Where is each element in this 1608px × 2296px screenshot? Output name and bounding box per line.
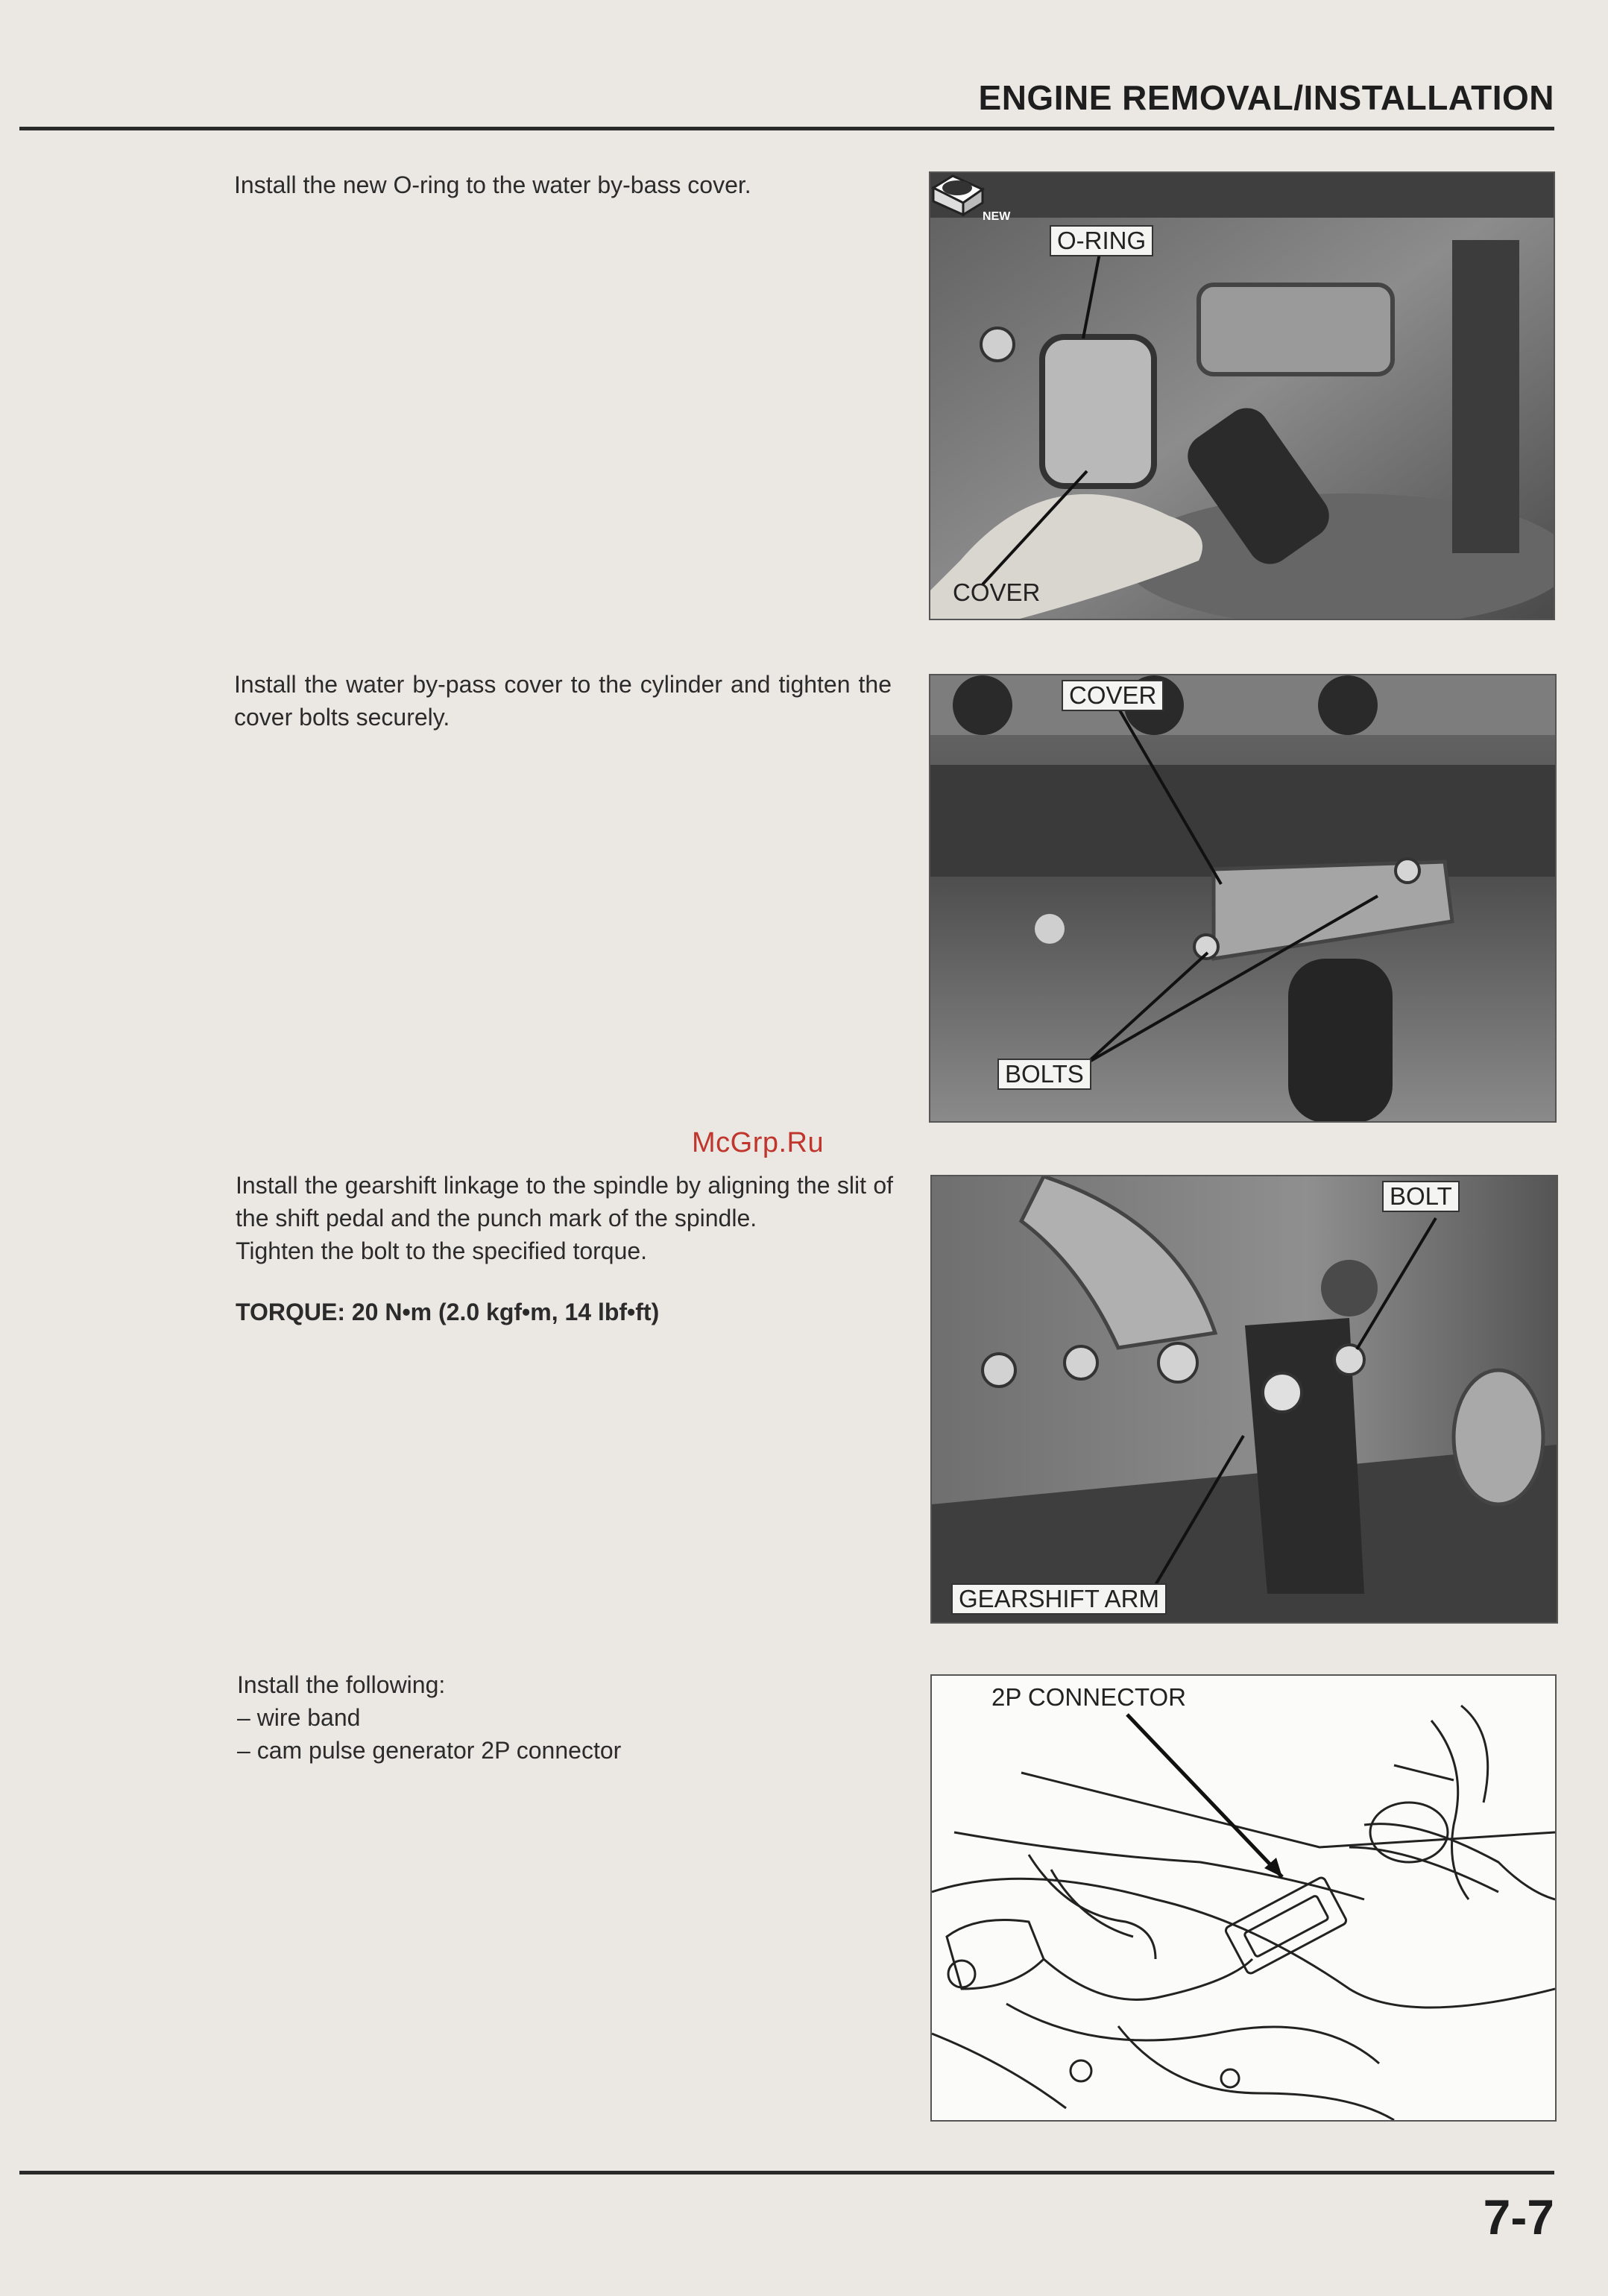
figure-gearshift-photo [930, 1175, 1558, 1624]
callout-cover: COVER [953, 578, 1041, 606]
callout-cover: COVER [1062, 680, 1164, 711]
step-text-4 [237, 1668, 893, 1767]
step-4-item-wire-band: – wire band [237, 1704, 361, 1731]
watermark: McGrp.Ru [692, 1127, 825, 1158]
step-text-1 [234, 168, 890, 201]
torque-spec: TORQUE: 20 N•m (2.0 kgf•m, 14 lbf•ft) [236, 1299, 660, 1325]
footer-rule [19, 2171, 1554, 2174]
new-part-icon [930, 173, 986, 216]
figure-cover-bolts-photo [929, 674, 1557, 1123]
callout-2p-connector: 2P CONNECTOR [991, 1683, 1187, 1711]
gearshift-photo-art [932, 1176, 1557, 1622]
step-3-paragraph: Install the gearshift linkage to the spindle by aligning the slit of the shift pedal and the punch mark of the spindle. [236, 1172, 893, 1231]
step-1-paragraph: Install the new O-ring to the water by-bass cover. [234, 171, 751, 198]
callout-bolts: BOLTS [997, 1059, 1091, 1090]
o-ring-photo-art [930, 173, 1554, 619]
callout-gearshift-arm: GEARSHIFT ARM [951, 1583, 1167, 1615]
cover-bolts-photo-art [930, 675, 1555, 1121]
step-text-3 [236, 1169, 893, 1328]
step-text-2 [234, 668, 892, 734]
step-4-intro: Install the following: [237, 1671, 446, 1698]
new-badge-label: NEW [983, 210, 1011, 223]
figure-o-ring-photo [929, 171, 1555, 620]
callout-bolt: BOLT [1382, 1181, 1460, 1212]
step-2-paragraph: Install the water by-pass cover to the cylinder and tighten the cover bolts securely. [234, 671, 892, 731]
header-rule [19, 127, 1554, 130]
page-number: 7-7 [1483, 2189, 1554, 2245]
step-4-item-2p-connector: – cam pulse generator 2P connector [237, 1737, 622, 1764]
page-header-title: ENGINE REMOVAL/INSTALLATION [978, 78, 1554, 117]
figure-2p-connector-drawing [930, 1674, 1557, 2122]
step-3-tighten-instruction: Tighten the bolt to the specified torque. [236, 1237, 648, 1264]
connector-pointer-arrow [932, 1676, 1555, 2120]
callout-o-ring: O-RING [1050, 225, 1153, 256]
